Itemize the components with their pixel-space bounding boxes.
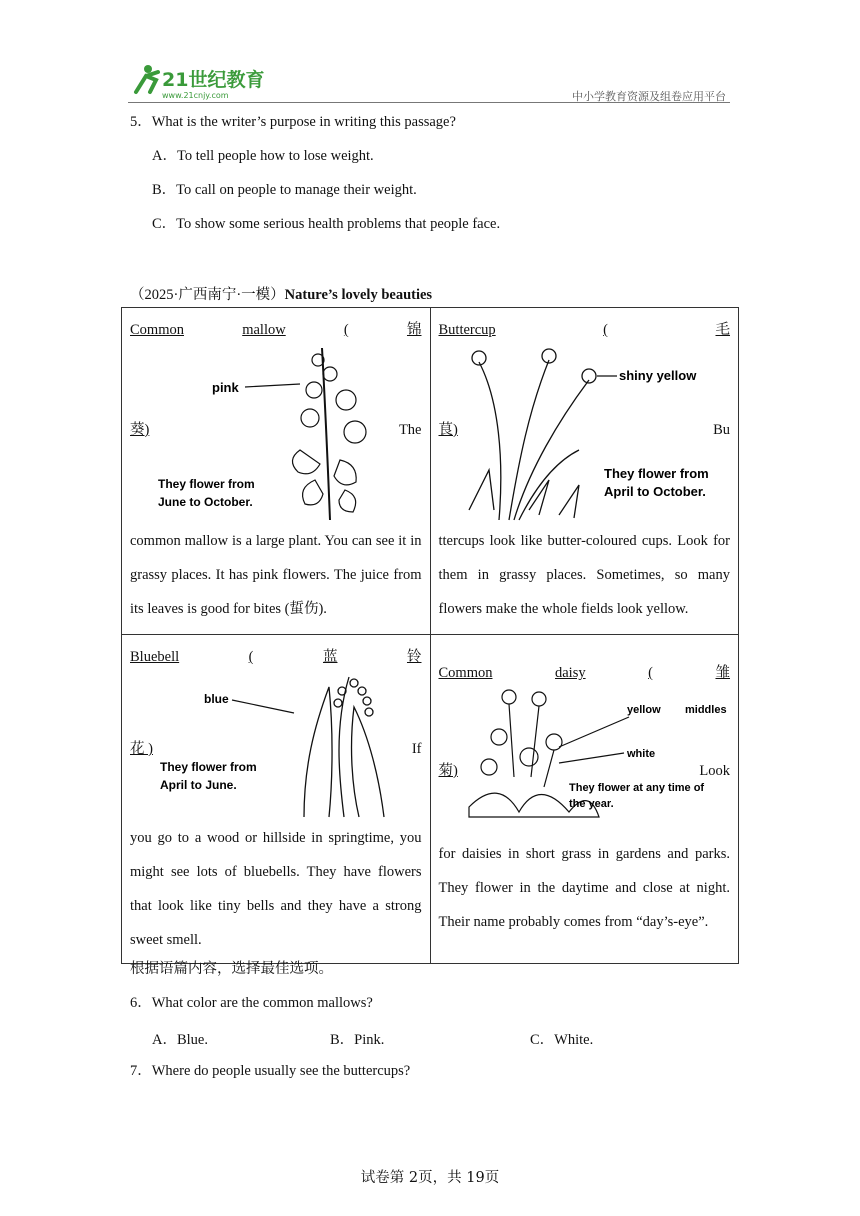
passage-intro	[130, 283, 432, 304]
cell-heading: Common daisy ( 雏	[438, 665, 730, 681]
passage-source: （2025·广西南宁·一模）	[130, 287, 285, 303]
q5-option-a: A．To tell people how to lose weight.	[152, 148, 374, 164]
svg-text:the year.: the year.	[568, 798, 614, 810]
svg-text:blue: blue	[204, 692, 229, 706]
svg-text:June to October.: June to October.	[158, 495, 253, 509]
flower-table	[121, 307, 739, 964]
q5-option-c: C．To show some serious health problems that people face.	[152, 216, 501, 232]
logo	[128, 62, 278, 102]
svg-text:yellow: yellow	[626, 704, 661, 716]
svg-text:They flower from: They flower from	[603, 466, 709, 481]
buttercup-illustration	[459, 340, 719, 520]
q5-option-b: B．To call on people to manage their weight.	[152, 182, 417, 198]
cell-bluebell: Bluebell ( 蓝 铃 花 ) If blue They flower from April to June. you go to a wood or hillside in springtime, you might see lots of bluebells. They have flowers that look like tiny bells and they have a strong sweet smell.	[122, 635, 431, 964]
svg-text:shiny yellow: shiny yellow	[618, 368, 696, 383]
q6-option-a: A．Blue.	[152, 1032, 208, 1048]
instruction: 根据语篇内容，选择最佳选项。	[130, 961, 333, 977]
cell-heading: Bluebell ( 蓝 铃	[130, 649, 422, 665]
cell-common-mallow: Common mallow ( 锦 葵) The pink They flower from June to October. common mallow is a large plant. You can see it in grassy places. It has pink flowers. The juice from its leaves is good for bites (蜇伤).	[122, 308, 431, 635]
mallow-illustration	[150, 340, 390, 520]
q7-stem: 7．Where do people usually see the buttercups?	[130, 1063, 411, 1079]
cell-heading: Buttercup ( 毛	[438, 322, 730, 338]
cell-buttercup: Buttercup ( 毛 茛) Bu shiny yellow They flower from April to October. ttercups look like butter-coloured cups. Look for them in grassy places. Sometimes, so many flowers make the whole fields look yellow.	[430, 308, 739, 635]
page-footer: 试卷第 2页，共 19页	[360, 1170, 500, 1186]
cell-text: common mallow is a large plant. You can see it in grassy places. It has pink flowers. The juice from its leaves is good for bites (蜇伤).	[130, 533, 422, 617]
svg-text:middles: middles	[684, 704, 727, 716]
cell-text: you go to a wood or hillside in springtime, you might see lots of bluebells. They have flowers that look like tiny bells and they have a strong sweet smell.	[130, 830, 422, 948]
logo-url: www.21cnjy.com	[162, 91, 229, 100]
cell-common-daisy: Common daisy ( 雏 菊) Look yellow middles white They flower at any time of the year. for daisies in short grass in gardens and parks. They flower in the daytime and close at night. Their name probably comes from “day’s-eye”.	[430, 635, 739, 964]
svg-text:They flower from: They flower from	[160, 760, 257, 774]
cell-heading: Common mallow ( 锦	[130, 322, 422, 338]
passage-title: Nature’s lovely beauties	[284, 287, 433, 303]
svg-text:white: white	[626, 748, 655, 760]
q5-stem: 5．What is the writer’s purpose in writing this passage?	[130, 114, 456, 130]
q6-stem: 6．What color are the common mallows?	[130, 995, 373, 1011]
platform-label: 中小学教育资源及组卷应用平台	[572, 90, 726, 103]
svg-text:April to June.: April to June.	[160, 778, 237, 792]
cell-text: ttercups look like butter-coloured cups. Look for them in grassy places. Sometimes, so many flowers make the whole fields look yellow.	[438, 533, 730, 617]
logo-text: 21世纪教育	[162, 69, 265, 91]
svg-text:April to October.: April to October.	[603, 484, 706, 499]
cell-text: for daisies in short grass in gardens and parks. They flower in the daytime and close at night. Their name probably comes from “day’s-eye”.	[438, 846, 730, 930]
q6-option-b: B．Pink.	[330, 1032, 385, 1048]
svg-text:They flower from: They flower from	[158, 477, 255, 491]
q6-option-c: C．White.	[530, 1032, 594, 1048]
svg-text:They flower at any time of: They flower at any time of	[568, 782, 704, 794]
daisy-illustration	[459, 687, 727, 827]
page-header	[128, 62, 730, 104]
bluebell-illustration	[154, 667, 384, 817]
svg-text:pink: pink	[212, 380, 239, 395]
header-rule	[128, 102, 730, 103]
